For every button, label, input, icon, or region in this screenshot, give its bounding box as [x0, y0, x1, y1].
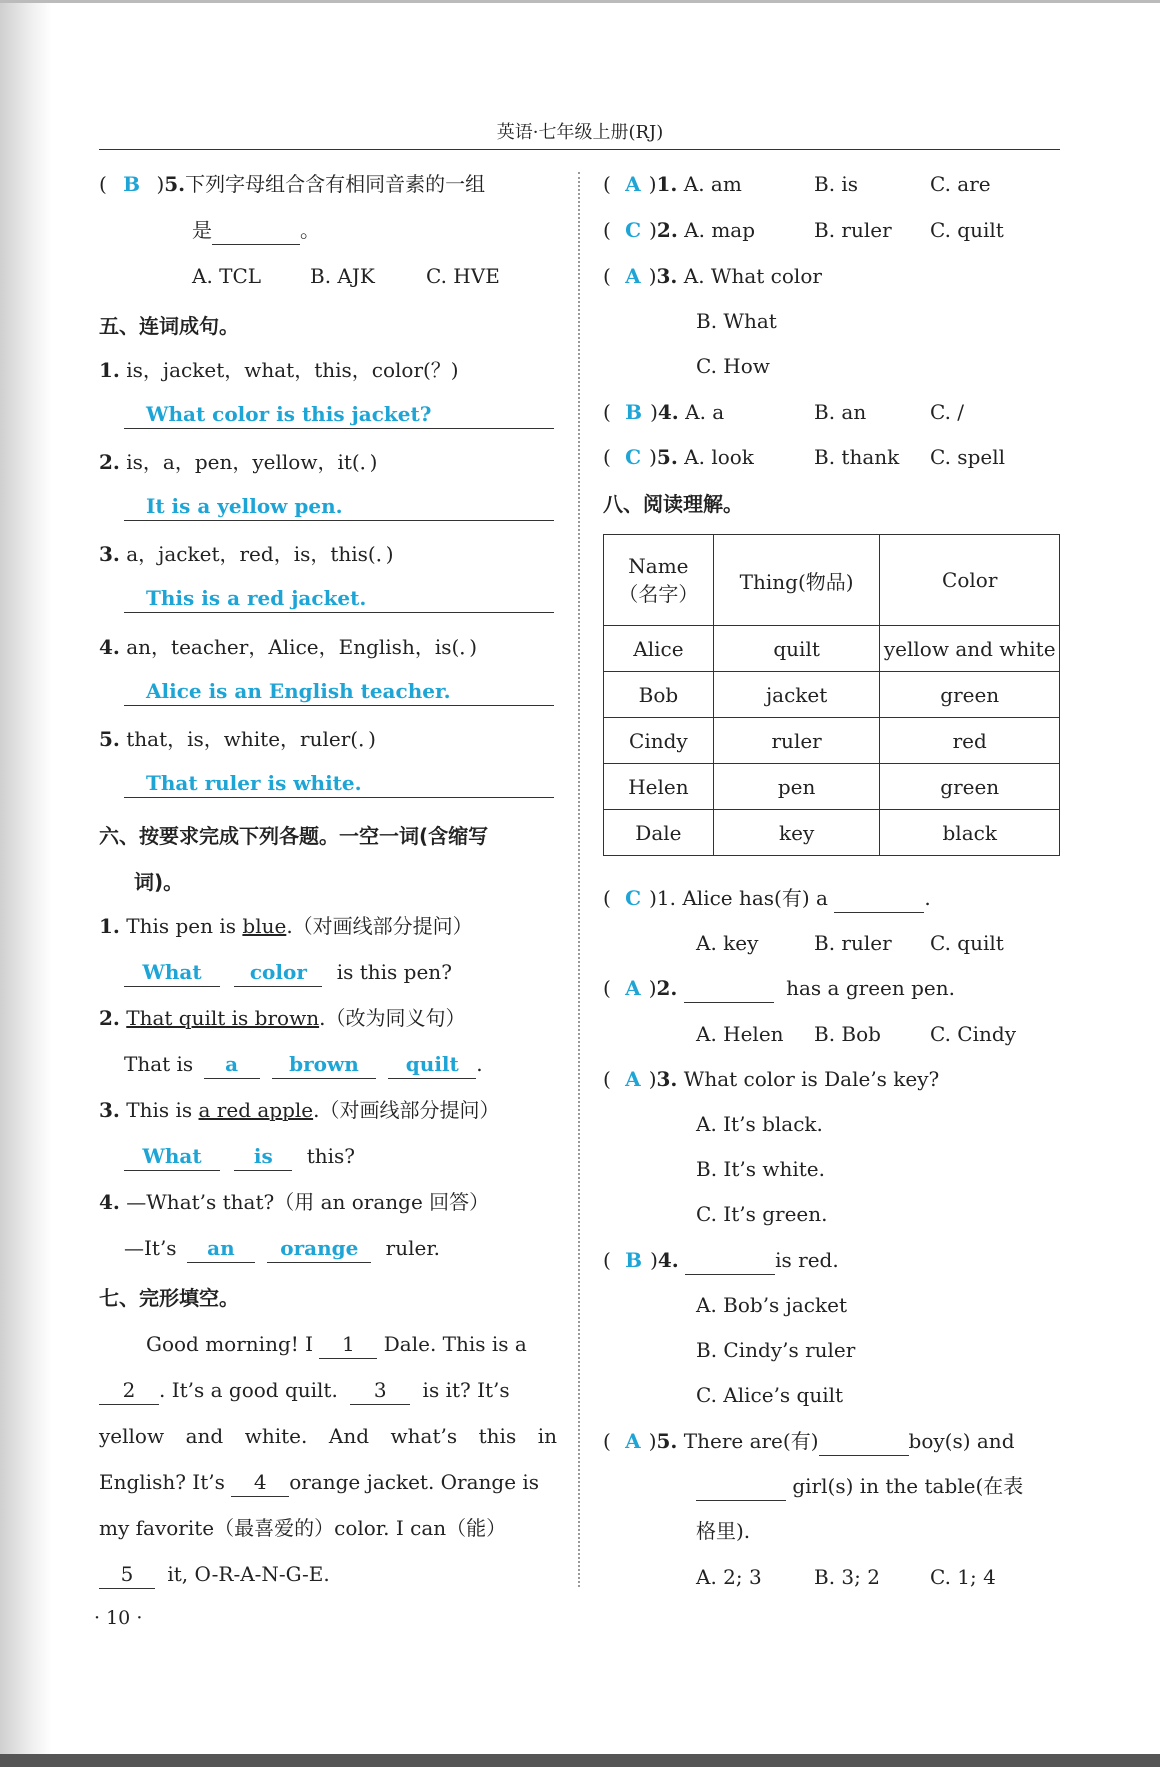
passage-line-4 — [99, 1468, 539, 1497]
option: C. Alice’s quilt — [696, 1383, 844, 1407]
answer-letter: C — [625, 886, 642, 910]
table-cell: key — [713, 810, 880, 856]
item-number: 4. — [657, 1248, 679, 1272]
header-text: （名字） — [618, 581, 699, 606]
option: B. 3; 2 — [814, 1565, 880, 1589]
item-number: 1. — [656, 172, 678, 196]
table-cell: pen — [713, 764, 880, 810]
item-number: 1. — [99, 358, 120, 382]
item-number: 2. — [99, 1006, 120, 1030]
table-row — [604, 672, 1060, 718]
option: C. 1; 4 — [930, 1565, 996, 1589]
passage-line-5: my favorite（最喜爱的）color. I can（能） — [99, 1516, 507, 1540]
answer-letter: B — [123, 172, 141, 196]
s5-item-4 — [99, 633, 477, 661]
question-number: 5. — [164, 172, 186, 196]
item-number: 5. — [656, 1429, 678, 1453]
text: Dale. This is a — [383, 1332, 527, 1356]
option: A. am — [683, 172, 742, 196]
question-stem: What color is Dale’s key? — [683, 1067, 940, 1091]
question-stem: boy(s) and — [908, 1429, 1015, 1453]
answer-letter: B — [625, 400, 643, 424]
option: C. Cindy — [930, 1022, 1016, 1046]
item-number: 3. — [99, 1098, 120, 1122]
option: C. quilt — [930, 931, 1004, 955]
option: A. look — [684, 445, 754, 469]
q5-line2 — [192, 216, 320, 245]
text: . — [476, 1052, 483, 1076]
item-words: that，is，white，ruler(．) — [126, 727, 376, 751]
s6-q2 — [99, 1004, 465, 1032]
paren-open: ( — [99, 172, 107, 196]
item-number: 2. — [99, 450, 120, 474]
section-5-title: 五、连词成句。 — [99, 314, 239, 338]
bottom-border — [0, 1754, 1160, 1767]
table-cell: Alice — [604, 626, 714, 672]
s6-q4 — [99, 1188, 489, 1216]
answer-letter: A — [625, 976, 641, 1000]
answer-blank: a — [204, 1050, 260, 1079]
reading-q1: ( C )1. Alice has(有) a . — [603, 884, 931, 913]
text: orange jacket. Orange is — [289, 1470, 540, 1494]
answer-letter: C — [625, 445, 642, 469]
reading-q3: ( A )3. What color is Dale’s key? — [603, 1067, 940, 1091]
q5-option-b — [310, 262, 375, 290]
cloze-blank: 1 — [319, 1330, 377, 1359]
underlined-text: That quilt is brown — [126, 1006, 320, 1030]
cloze-blank: 3 — [350, 1376, 410, 1405]
table-cell: jacket — [713, 672, 880, 718]
s5-item-1 — [99, 356, 459, 384]
option: B. is — [814, 172, 859, 196]
s5-answer-3: This is a red jacket. — [146, 586, 367, 610]
text: this? — [306, 1144, 356, 1168]
text: .（对画线部分提问） — [286, 914, 473, 938]
answer-blank: an — [187, 1234, 255, 1263]
passage-line-2 — [99, 1376, 510, 1405]
text: . It’s a good quilt. — [159, 1378, 338, 1402]
item-number: 4. — [99, 635, 120, 659]
table-cell: ruler — [713, 718, 880, 764]
q5-option-c — [426, 262, 500, 290]
text: That is — [124, 1052, 194, 1076]
underlined-text: blue — [242, 914, 287, 938]
passage-line-6 — [99, 1560, 330, 1589]
answer-blank: What — [124, 958, 220, 987]
text: ruler. — [385, 1236, 441, 1260]
text: This is — [126, 1098, 199, 1122]
answer-blank: quilt — [388, 1050, 476, 1079]
question-stem: 格里). — [696, 1519, 751, 1543]
option: B. thank — [814, 445, 900, 469]
option: A. a — [685, 400, 725, 424]
question-stem: girl(s) in the table(在表 — [792, 1474, 1024, 1498]
s5-answer-2: It is a yellow pen. — [146, 494, 343, 518]
cloze-answer-4: ( B )4. A. a — [603, 400, 725, 424]
table-cell: Bob — [604, 672, 714, 718]
text: —What’s that?（用 an orange 回答） — [126, 1190, 490, 1214]
option: B. ruler — [814, 931, 892, 955]
cloze-answer-3: ( A )3. A. What color — [603, 264, 822, 288]
option: B. What — [696, 309, 777, 333]
item-number: 1. — [99, 914, 120, 938]
answer-letter: A — [625, 264, 641, 288]
reading-q4: ( B )4. is red. — [603, 1246, 839, 1275]
s6-q1 — [99, 912, 473, 940]
s5-item-3 — [99, 540, 394, 568]
q5-line — [99, 170, 485, 198]
s5-item-5 — [99, 725, 376, 753]
option: B. Bob — [814, 1022, 881, 1046]
section-6-title: 六、按要求完成下列各题。一空一词(含缩写 — [99, 824, 489, 848]
column-divider — [578, 172, 580, 1587]
table-cell: yellow and white — [880, 626, 1060, 672]
section-6-title-cont: 词)。 — [134, 870, 184, 894]
option: B. It’s white. — [696, 1157, 825, 1181]
option: A. map — [684, 218, 756, 242]
cloze-answer-1: ( A )1. A. am — [603, 172, 742, 196]
question-stem: . — [924, 886, 931, 910]
item-words: a，jacket，red，is，this(．) — [126, 542, 394, 566]
option: C. are — [930, 172, 991, 196]
header-text: Name — [628, 553, 689, 578]
text: it, O-R-A-N-G-E. — [167, 1562, 330, 1586]
text: —It’s — [124, 1236, 177, 1260]
q5-options — [192, 262, 261, 290]
option: B. Cindy’s ruler — [696, 1338, 856, 1362]
option: C. It’s green. — [696, 1202, 828, 1226]
cloze-blank: 2 — [99, 1376, 159, 1405]
cloze-blank: 5 — [99, 1560, 155, 1589]
text: Good morning! I — [146, 1332, 314, 1356]
text: .（改为同义句） — [319, 1006, 466, 1030]
option: C. quilt — [930, 218, 1004, 242]
passage-line-1 — [146, 1330, 527, 1359]
answer-letter: B — [625, 1248, 643, 1272]
table-row — [604, 626, 1060, 672]
item-words: is，a，pen，yellow，it(．) — [126, 450, 378, 474]
section-8-title: 八、阅读理解。 — [603, 492, 743, 516]
answer-blank: is — [234, 1142, 292, 1171]
item-number: 4. — [99, 1190, 120, 1214]
question-stem: is red. — [775, 1248, 839, 1272]
option: A. Bob’s jacket — [696, 1293, 847, 1317]
text: is it? It’s — [422, 1378, 510, 1402]
text: English? It’s — [99, 1470, 225, 1494]
question-stem: 。 — [300, 218, 320, 242]
option: B. ruler — [814, 218, 892, 242]
answer-line — [124, 705, 554, 706]
table-header-cell: Color — [880, 535, 1060, 626]
answer-blank: What — [124, 1142, 220, 1171]
reading-table — [603, 534, 1060, 856]
table-header-row — [604, 535, 1060, 626]
text: .（对画线部分提问） — [313, 1098, 500, 1122]
text: This pen is — [126, 914, 243, 938]
table-cell: black — [880, 810, 1060, 856]
page-header: 英语·七年级上册(RJ) — [496, 122, 664, 143]
reading-q2: ( A )2. has a green pen. — [603, 974, 955, 1003]
page-number: · 10 · — [94, 1607, 143, 1629]
option: C. spell — [930, 445, 1005, 469]
page-number-value: 10 — [106, 1607, 131, 1629]
item-number: 5. — [99, 727, 120, 751]
top-border — [0, 0, 1160, 3]
question-stem: Alice has(有) a — [682, 886, 828, 910]
item-number: 3. — [656, 264, 678, 288]
option: A. key — [696, 931, 759, 955]
table-header-cell — [604, 535, 714, 626]
table-cell: red — [880, 718, 1060, 764]
option: A. It’s black. — [696, 1112, 823, 1136]
answer-blank: brown — [272, 1050, 376, 1079]
question-stem: 下列字母组合含有相同音素的一组 — [185, 172, 486, 196]
passage-line-3: yellow and white. And what’s this in — [99, 1424, 557, 1448]
s6-q1-answer — [124, 958, 452, 987]
s6-q2-answer — [124, 1050, 483, 1079]
s5-answer-5: That ruler is white. — [146, 771, 362, 795]
item-number: 3. — [656, 1067, 678, 1091]
option: A. What color — [683, 264, 822, 288]
cloze-answer-5: ( C )5. A. look — [603, 445, 754, 469]
item-number: 1. — [656, 886, 676, 910]
header-rule — [99, 149, 1060, 150]
cloze-answer-2: ( C )2. A. map — [603, 218, 756, 242]
table-cell: green — [880, 764, 1060, 810]
underlined-text: a red apple — [198, 1098, 314, 1122]
table-cell: Cindy — [604, 718, 714, 764]
answer-blank: orange — [267, 1234, 371, 1263]
option: B. AJK — [310, 264, 375, 288]
item-number: 2. — [656, 976, 678, 1000]
question-stem: has a green pen. — [786, 976, 955, 1000]
table-row — [604, 810, 1060, 856]
answer-blank: color — [234, 958, 322, 987]
item-number: 3. — [99, 542, 120, 566]
question-stem: There are(有) — [683, 1429, 819, 1453]
s5-item-2 — [99, 448, 377, 476]
s6-q3-answer — [124, 1142, 355, 1171]
paren-close: ) — [156, 172, 165, 196]
item-number: 2. — [656, 218, 678, 242]
s6-q4-answer — [124, 1234, 440, 1263]
option: B. an — [814, 400, 867, 424]
table-row — [604, 718, 1060, 764]
item-number: 4. — [657, 400, 679, 424]
option: A. 2; 3 — [696, 1565, 762, 1589]
section-7-title: 七、完形填空。 — [99, 1286, 239, 1310]
item-number: 5. — [656, 445, 678, 469]
answer-line — [124, 612, 554, 613]
table-cell: Helen — [604, 764, 714, 810]
s5-answer-1: What color is this jacket? — [146, 402, 432, 426]
answer-letter: A — [625, 172, 641, 196]
option: A. TCL — [192, 264, 262, 288]
page-shadow — [0, 0, 52, 1767]
s5-answer-4: Alice is an English teacher. — [146, 679, 451, 703]
answer-line — [124, 797, 554, 798]
option: A. Helen — [696, 1022, 784, 1046]
answer-line — [124, 520, 554, 521]
text: is this pen? — [336, 960, 452, 984]
table-cell: green — [880, 672, 1060, 718]
option: C. HVE — [426, 264, 500, 288]
table-row — [604, 764, 1060, 810]
reading-q5: ( A )5. There are(有) boy(s) and — [603, 1427, 1015, 1456]
s6-q3 — [99, 1096, 499, 1124]
question-stem: 是 — [192, 218, 212, 242]
answer-letter: C — [625, 218, 642, 242]
table-header-cell: Thing(物品) — [713, 535, 880, 626]
option: C. How — [696, 354, 770, 378]
option: C. / — [930, 400, 965, 424]
table-cell: Dale — [604, 810, 714, 856]
item-words: an，teacher，Alice，English，is(．) — [126, 635, 478, 659]
table-cell: quilt — [713, 626, 880, 672]
reading-q5-line2 — [696, 1472, 1023, 1501]
answer-letter: A — [625, 1429, 641, 1453]
item-words: is，jacket，what，this，color(？) — [126, 358, 459, 382]
answer-letter: A — [625, 1067, 641, 1091]
cloze-blank: 4 — [231, 1468, 289, 1497]
answer-line — [124, 428, 554, 429]
